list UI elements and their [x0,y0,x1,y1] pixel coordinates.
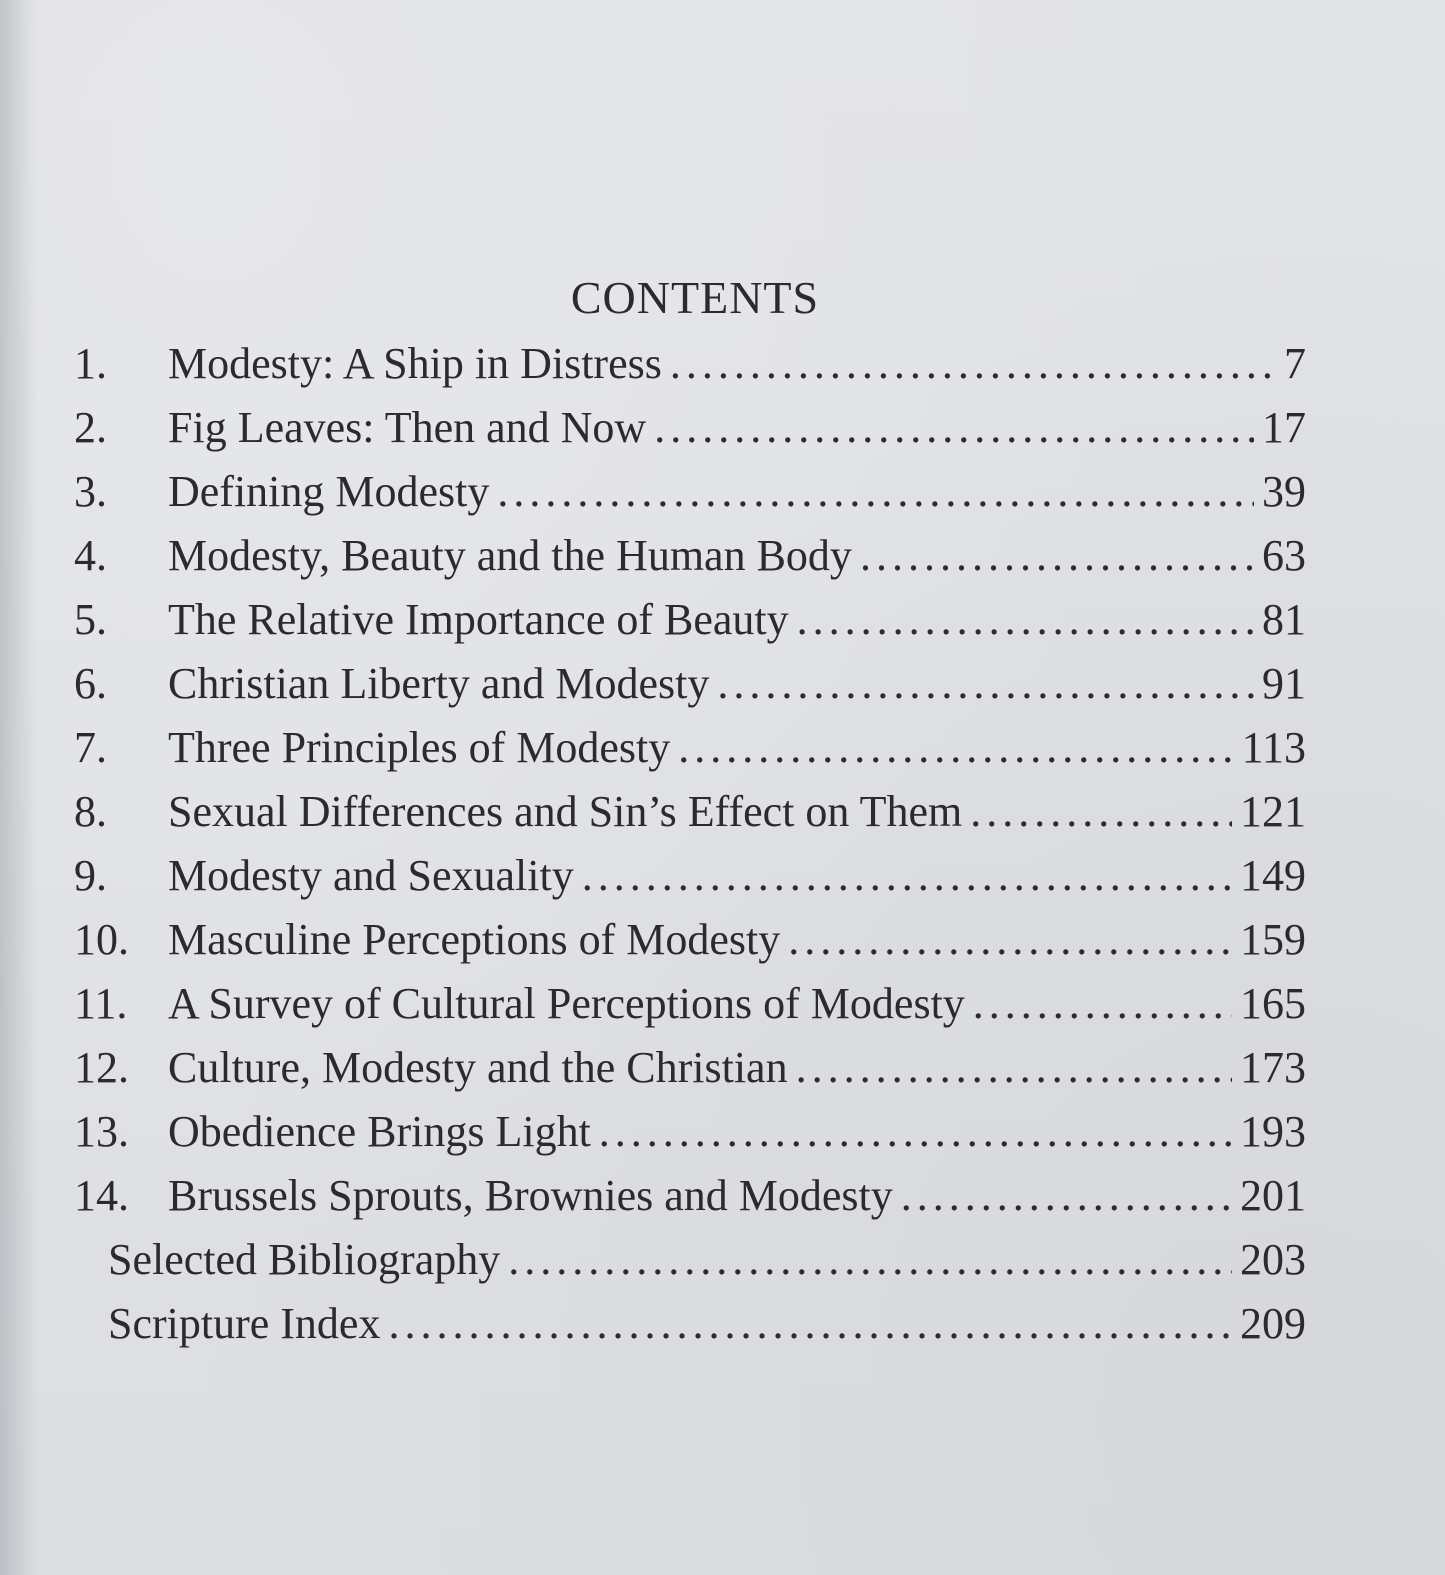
chapter-number: 8. [74,787,107,836]
spine-shadow [0,0,38,1575]
page-number: 63 [1262,531,1306,580]
page-number: 193 [1240,1107,1306,1156]
toc-entry-4 [74,524,1306,588]
page-number: 149 [1240,851,1306,900]
back-matter-title: Scripture Index [108,1299,381,1348]
toc-entry-7 [74,716,1306,780]
dot-leader [788,908,1232,972]
chapter-title: Brussels Sprouts, Brownies and Modesty [168,1171,893,1220]
dot-leader [717,652,1254,716]
dot-leader [599,1100,1232,1164]
toc-entry-8 [74,780,1306,844]
toc-entry-14 [74,1164,1306,1228]
chapter-title: Culture, Modesty and the Christian [168,1043,788,1092]
dot-leader [797,588,1254,652]
toc-entry-13 [74,1100,1306,1164]
dot-leader [497,460,1254,524]
chapter-title: A Survey of Cultural Perceptions of Modesty [168,979,965,1028]
chapter-title: Christian Liberty and Modesty [168,659,710,708]
page-number: 121 [1240,787,1306,836]
back-matter-title: Selected Bibliography [108,1235,501,1284]
dot-leader [508,1228,1232,1292]
page-number: 173 [1240,1043,1306,1092]
dot-leader [901,1164,1232,1228]
dot-leader [796,1036,1232,1100]
chapter-number: 6. [74,659,107,708]
toc-entry-2 [74,396,1306,460]
chapter-title: Obedience Brings Light [168,1107,591,1156]
chapter-title: Sexual Differences and Sin’s Effect on Them [168,787,963,836]
page-number: 159 [1240,915,1306,964]
chapter-number: 2. [74,403,107,452]
chapter-title: Fig Leaves: Then and Now [168,403,647,452]
page-number: 209 [1240,1299,1306,1348]
dot-leader [654,396,1254,460]
chapter-number: 1. [74,339,107,388]
page-number: 113 [1241,723,1306,772]
dot-leader [973,972,1232,1036]
toc-entry-12 [74,1036,1306,1100]
chapter-number: 10. [74,915,129,964]
page-number: 81 [1262,595,1306,644]
chapter-number: 14. [74,1171,129,1220]
chapter-title: Modesty: A Ship in Distress [168,339,662,388]
dot-leader [582,844,1232,908]
dot-leader [670,332,1276,396]
dot-leader [388,1292,1232,1356]
page-number: 17 [1262,403,1306,452]
chapter-number: 4. [74,531,107,580]
toc-entry-10 [74,908,1306,972]
chapter-number: 5. [74,595,107,644]
toc-entry-bibliography [74,1228,1306,1292]
chapter-number: 11. [74,979,128,1028]
contents-heading: CONTENTS [570,272,820,323]
toc-entry-6 [74,652,1306,716]
page-number: 91 [1262,659,1306,708]
toc-entry-5 [74,588,1306,652]
table-of-contents [74,332,1306,1356]
toc-entry-9 [74,844,1306,908]
chapter-title: Modesty, Beauty and the Human Body [168,531,852,580]
page-number: 203 [1240,1235,1306,1284]
chapter-title: Masculine Perceptions of Modesty [168,915,781,964]
chapter-title: Three Principles of Modesty [168,723,671,772]
page-number: 7 [1284,339,1306,388]
chapter-number: 9. [74,851,107,900]
toc-entry-11 [74,972,1306,1036]
chapter-title: Defining Modesty [168,467,490,516]
chapter-number: 13. [74,1107,129,1156]
toc-entry-3 [74,460,1306,524]
page-number: 165 [1240,979,1306,1028]
chapter-number: 3. [74,467,107,516]
toc-entry-1 [74,332,1306,396]
toc-entry-scripture-index [74,1292,1306,1356]
dot-leader [860,524,1254,588]
chapter-title: Modesty and Sexuality [168,851,574,900]
dot-leader [970,780,1232,844]
chapter-number: 12. [74,1043,129,1092]
page-number: 39 [1262,467,1306,516]
dot-leader [678,716,1233,780]
chapter-title: The Relative Importance of Beauty [168,595,789,644]
page-number: 201 [1240,1171,1306,1220]
chapter-number: 7. [74,723,107,772]
